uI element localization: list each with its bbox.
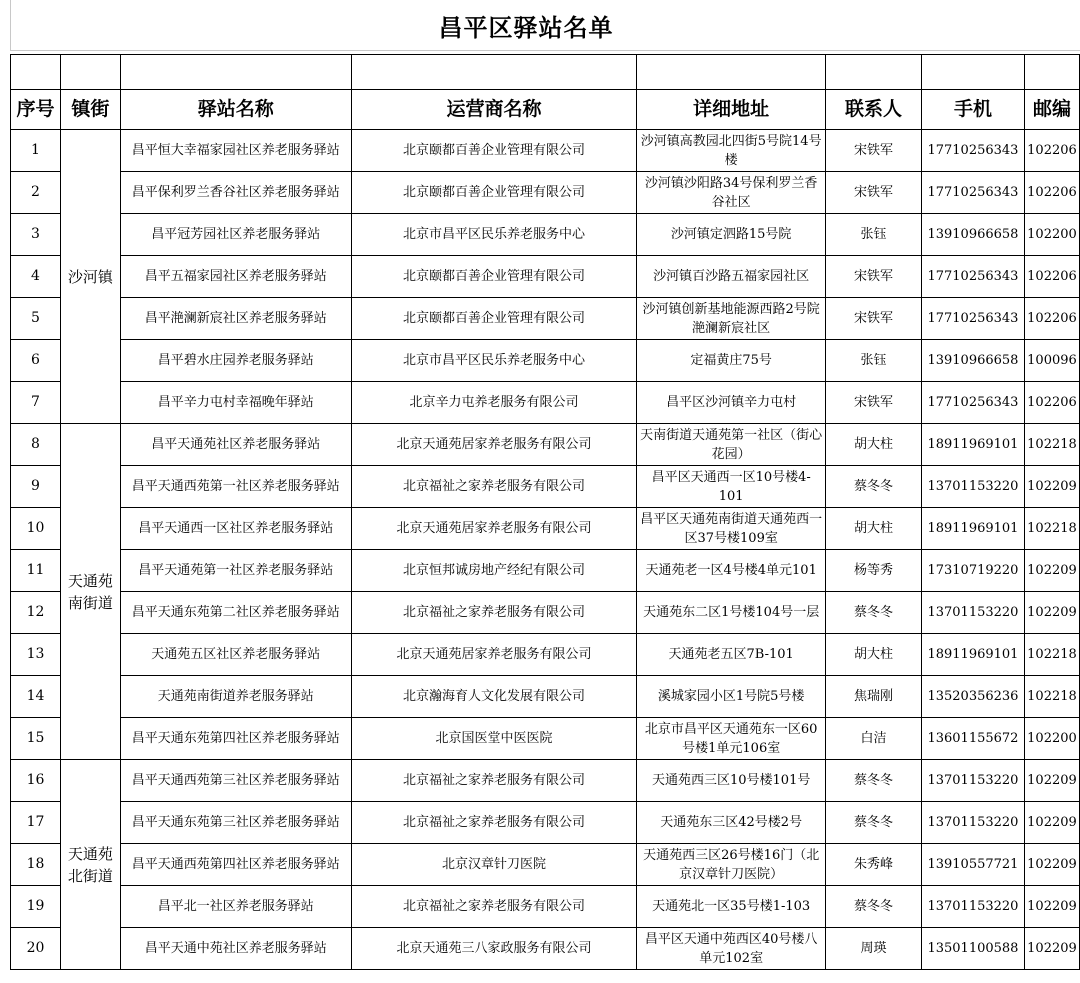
cell-address[interactable]: 天通苑老一区4号楼4单元101 [637,550,826,592]
cell-zip[interactable]: 100096 [1024,340,1079,382]
cell-contact[interactable]: 宋铁军 [826,256,922,298]
cell-station-name[interactable]: 昌平天通苑第一社区养老服务驿站 [120,550,351,592]
cell-zip[interactable]: 102209 [1024,844,1079,886]
cell-phone[interactable]: 13701153220 [921,592,1024,634]
cell-contact[interactable]: 蔡冬冬 [826,592,922,634]
cell-address[interactable]: 沙河镇沙阳路34号保利罗兰香谷社区 [637,172,826,214]
cell-station-name[interactable]: 昌平天通东苑第三社区养老服务驿站 [120,802,351,844]
table-row [11,340,1080,382]
cell-zip[interactable]: 102218 [1024,676,1079,718]
cell-zip[interactable]: 102200 [1024,718,1079,760]
cell-contact[interactable]: 张钰 [826,214,922,256]
header-zip[interactable]: 邮编 [1024,90,1079,130]
cell-contact[interactable]: 杨等秀 [826,550,922,592]
cell-address[interactable]: 昌平区天通西一区10号楼4-101 [637,466,826,508]
table-row [11,214,1080,256]
header-row [11,90,1080,130]
cell-address[interactable]: 天通苑北一区35号楼1-103 [637,886,826,928]
cell-station-name[interactable]: 昌平恒大幸福家园社区养老服务驿站 [120,130,351,172]
cell-address[interactable]: 天通苑东三区42号楼2号 [637,802,826,844]
cell-phone[interactable]: 13701153220 [921,760,1024,802]
header-operator[interactable]: 运营商名称 [351,90,637,130]
header-phone[interactable]: 手机 [921,90,1024,130]
cell-station-name[interactable]: 昌平保利罗兰香谷社区养老服务驿站 [120,172,351,214]
blank-row [11,55,1080,90]
cell-phone[interactable]: 18911969101 [921,508,1024,550]
cell-phone[interactable]: 13701153220 [921,886,1024,928]
cell-address[interactable]: 天通苑西三区10号楼101号 [637,760,826,802]
cell-operator[interactable]: 北京瀚海育人文化发展有限公司 [351,676,637,718]
cell-station-name[interactable]: 昌平滟澜新宸社区养老服务驿站 [120,298,351,340]
cell-operator[interactable]: 北京颐都百善企业管理有限公司 [351,172,637,214]
cell-contact[interactable]: 蔡冬冬 [826,760,922,802]
cell-no[interactable]: 11 [11,550,61,592]
cell-phone[interactable]: 17710256343 [921,172,1024,214]
cell-operator[interactable]: 北京市昌平区民乐养老服务中心 [351,340,637,382]
cell-zip[interactable]: 102209 [1024,760,1079,802]
cell-address[interactable]: 昌平区天通中苑西区40号楼八单元102室 [637,928,826,970]
blank-cell[interactable] [826,55,922,90]
cell-operator[interactable]: 北京辛力屯养老服务有限公司 [351,382,637,424]
table-row [11,424,1080,466]
cell-contact[interactable]: 张钰 [826,340,922,382]
cell-contact[interactable]: 蔡冬冬 [826,886,922,928]
cell-phone[interactable]: 13520356236 [921,676,1024,718]
table-row [11,466,1080,508]
cell-contact[interactable]: 白洁 [826,718,922,760]
cell-zip[interactable]: 102209 [1024,886,1079,928]
title-bar [10,0,1080,51]
blank-cell[interactable] [120,55,351,90]
table-row [11,676,1080,718]
cell-operator[interactable]: 北京天通苑居家养老服务有限公司 [351,634,637,676]
cell-no[interactable]: 17 [11,802,61,844]
cell-contact[interactable]: 宋铁军 [826,130,922,172]
cell-operator[interactable]: 北京国医堂中医医院 [351,718,637,760]
cell-no[interactable]: 8 [11,424,61,466]
cell-phone[interactable]: 13910966658 [921,340,1024,382]
cell-address[interactable]: 天通苑老五区7B-101 [637,634,826,676]
blank-cell[interactable] [921,55,1024,90]
cell-no[interactable]: 3 [11,214,61,256]
cell-address[interactable]: 天通苑东二区1号楼104号一层 [637,592,826,634]
cell-phone[interactable]: 17710256343 [921,298,1024,340]
cell-contact[interactable]: 胡大柱 [826,508,922,550]
cell-station-name[interactable]: 昌平碧水庄园养老服务驿站 [120,340,351,382]
cell-address[interactable]: 昌平区天通苑南街道天通苑西一区37号楼109室 [637,508,826,550]
cell-station-name[interactable]: 昌平辛力屯村幸福晚年驿站 [120,382,351,424]
cell-contact[interactable]: 朱秀峰 [826,844,922,886]
cell-phone[interactable]: 13910557721 [921,844,1024,886]
page-title: 昌平区驿站名单 [438,12,614,42]
cell-phone[interactable]: 18911969101 [921,424,1024,466]
cell-address[interactable]: 沙河镇创新基地能源西路2号院滟澜新宸社区 [637,298,826,340]
cell-contact[interactable]: 蔡冬冬 [826,802,922,844]
cell-zip[interactable]: 102206 [1024,256,1079,298]
cell-operator[interactable]: 北京颐都百善企业管理有限公司 [351,130,637,172]
cell-operator[interactable]: 北京市昌平区民乐养老服务中心 [351,214,637,256]
cell-no[interactable]: 5 [11,298,61,340]
cell-operator[interactable]: 北京恒邦诚房地产经纪有限公司 [351,550,637,592]
cell-zip[interactable]: 102209 [1024,928,1079,970]
cell-phone[interactable]: 13701153220 [921,466,1024,508]
cell-zip[interactable]: 102209 [1024,466,1079,508]
header-address[interactable]: 详细地址 [637,90,826,130]
cell-phone[interactable]: 13910966658 [921,214,1024,256]
cell-zip[interactable]: 102209 [1024,802,1079,844]
cell-operator[interactable]: 北京天通苑三八家政服务有限公司 [351,928,637,970]
blank-cell[interactable] [11,55,61,90]
cell-phone[interactable]: 17710256343 [921,130,1024,172]
cell-station-name[interactable]: 昌平天通中苑社区养老服务驿站 [120,928,351,970]
cell-no[interactable]: 9 [11,466,61,508]
header-no[interactable]: 序号 [11,90,61,130]
cell-station-name[interactable]: 昌平北一社区养老服务驿站 [120,886,351,928]
table-row [11,382,1080,424]
header-station-name[interactable]: 驿站名称 [120,90,351,130]
table-row [11,760,1080,802]
cell-no[interactable]: 12 [11,592,61,634]
cell-operator[interactable]: 北京天通苑居家养老服务有限公司 [351,424,637,466]
blank-cell[interactable] [637,55,826,90]
table-row [11,886,1080,928]
station-table [10,54,1080,970]
cell-zip[interactable]: 102206 [1024,130,1079,172]
cell-operator[interactable]: 北京天通苑居家养老服务有限公司 [351,508,637,550]
cell-no[interactable]: 2 [11,172,61,214]
cell-no[interactable]: 7 [11,382,61,424]
cell-address[interactable]: 北京市昌平区天通苑东一区60号楼1单元106室 [637,718,826,760]
cell-no[interactable]: 18 [11,844,61,886]
cell-address[interactable]: 昌平区沙河镇辛力屯村 [637,382,826,424]
cell-no[interactable]: 14 [11,676,61,718]
cell-station-name[interactable]: 昌平五福家园社区养老服务驿站 [120,256,351,298]
cell-phone[interactable]: 13601155672 [921,718,1024,760]
table-row [11,550,1080,592]
cell-no[interactable]: 20 [11,928,61,970]
cell-address[interactable]: 沙河镇百沙路五福家园社区 [637,256,826,298]
header-town[interactable]: 镇街 [60,90,120,130]
cell-operator[interactable]: 北京福祉之家养老服务有限公司 [351,466,637,508]
table-row [11,298,1080,340]
cell-station-name[interactable]: 昌平天通西一区社区养老服务驿站 [120,508,351,550]
cell-zip[interactable]: 102200 [1024,214,1079,256]
cell-address[interactable]: 沙河镇定泗路15号院 [637,214,826,256]
cell-phone[interactable]: 17310719220 [921,550,1024,592]
cell-contact[interactable]: 周瑛 [826,928,922,970]
table-row [11,634,1080,676]
table-row [11,130,1080,172]
cell-zip[interactable]: 102206 [1024,298,1079,340]
cell-zip[interactable]: 102218 [1024,508,1079,550]
cell-station-name[interactable]: 天通苑南街道养老服务驿站 [120,676,351,718]
cell-station-name[interactable]: 天通苑五区社区养老服务驿站 [120,634,351,676]
table-row [11,508,1080,550]
cell-no[interactable]: 16 [11,760,61,802]
cell-zip[interactable]: 102209 [1024,550,1079,592]
cell-no[interactable]: 13 [11,634,61,676]
cell-station-name[interactable]: 昌平冠芳园社区养老服务驿站 [120,214,351,256]
cell-address[interactable]: 天通苑西三区26号楼16门（北京汉章针刀医院） [637,844,826,886]
cell-operator[interactable]: 北京颐都百善企业管理有限公司 [351,256,637,298]
cell-operator[interactable]: 北京福祉之家养老服务有限公司 [351,802,637,844]
cell-no[interactable]: 19 [11,886,61,928]
cell-zip[interactable]: 102209 [1024,592,1079,634]
blank-cell[interactable] [1024,55,1079,90]
cell-operator[interactable]: 北京福祉之家养老服务有限公司 [351,592,637,634]
cell-contact[interactable]: 蔡冬冬 [826,466,922,508]
cell-contact[interactable]: 宋铁军 [826,382,922,424]
cell-town[interactable]: 沙河镇 [60,130,120,424]
cell-contact[interactable]: 焦瑞刚 [826,676,922,718]
cell-contact[interactable]: 胡大柱 [826,634,922,676]
cell-contact[interactable]: 宋铁军 [826,172,922,214]
cell-zip[interactable]: 102206 [1024,382,1079,424]
cell-address[interactable]: 天南街道天通苑第一社区（街心花园） [637,424,826,466]
cell-town[interactable]: 天通苑北街道 [60,760,120,970]
cell-station-name[interactable]: 昌平天通西苑第四社区养老服务驿站 [120,844,351,886]
blank-cell[interactable] [351,55,637,90]
blank-cell[interactable] [60,55,120,90]
cell-zip[interactable]: 102218 [1024,634,1079,676]
cell-address[interactable]: 溪城家园小区1号院5号楼 [637,676,826,718]
cell-no[interactable]: 1 [11,130,61,172]
cell-address[interactable]: 定福黄庄75号 [637,340,826,382]
cell-phone[interactable]: 17710256343 [921,256,1024,298]
cell-no[interactable]: 15 [11,718,61,760]
table-row [11,172,1080,214]
cell-operator[interactable]: 北京福祉之家养老服务有限公司 [351,886,637,928]
table-row [11,256,1080,298]
cell-phone[interactable]: 13501100588 [921,928,1024,970]
cell-station-name[interactable]: 昌平天通西苑第一社区养老服务驿站 [120,466,351,508]
cell-station-name[interactable]: 昌平天通东苑第二社区养老服务驿站 [120,592,351,634]
cell-phone[interactable]: 17710256343 [921,382,1024,424]
cell-contact[interactable]: 宋铁军 [826,298,922,340]
cell-station-name[interactable]: 昌平天通苑社区养老服务驿站 [120,424,351,466]
table-row [11,718,1080,760]
cell-operator[interactable]: 北京颐都百善企业管理有限公司 [351,298,637,340]
cell-address[interactable]: 沙河镇高教园北四街5号院14号楼 [637,130,826,172]
cell-phone[interactable]: 13701153220 [921,802,1024,844]
cell-operator[interactable]: 北京福祉之家养老服务有限公司 [351,760,637,802]
cell-no[interactable]: 10 [11,508,61,550]
table-row [11,928,1080,970]
table-row [11,592,1080,634]
cell-no[interactable]: 4 [11,256,61,298]
cell-contact[interactable]: 胡大柱 [826,424,922,466]
cell-station-name[interactable]: 昌平天通西苑第三社区养老服务驿站 [120,760,351,802]
cell-town[interactable]: 天通苑南街道 [60,424,120,760]
cell-zip[interactable]: 102218 [1024,424,1079,466]
cell-no[interactable]: 6 [11,340,61,382]
cell-station-name[interactable]: 昌平天通东苑第四社区养老服务驿站 [120,718,351,760]
cell-zip[interactable]: 102206 [1024,172,1079,214]
table-row [11,802,1080,844]
cell-operator[interactable]: 北京汉章针刀医院 [351,844,637,886]
table-row [11,844,1080,886]
header-contact[interactable]: 联系人 [826,90,922,130]
cell-phone[interactable]: 18911969101 [921,634,1024,676]
